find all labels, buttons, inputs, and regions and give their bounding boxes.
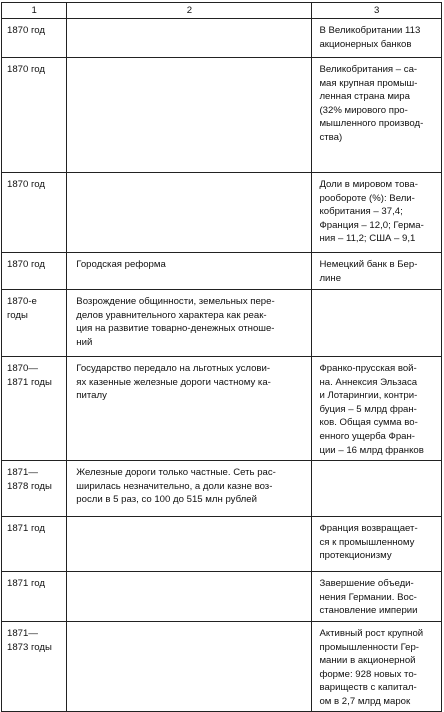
note-cell: [312, 58, 442, 173]
event-text: Возрождение общинности, земельных пере- делов уравнительного характера как реак- ция на развитие товарно-денежных отноше- ний: [76, 296, 275, 348]
note-text: Франция возвращает- ся к промышленному протекционизму: [319, 523, 418, 562]
event-cell: [67, 357, 312, 461]
history-table: [1, 2, 442, 712]
event-cell: [67, 19, 312, 58]
table-row: [2, 19, 442, 58]
note-cell: [312, 572, 442, 622]
table-row: [2, 253, 442, 290]
note-cell: [312, 357, 442, 461]
table-row: [2, 572, 442, 622]
year-text: 1870 год: [7, 25, 46, 36]
table-row: [2, 173, 442, 253]
year-cell: [2, 357, 67, 461]
table-row: [2, 58, 442, 173]
note-cell: [312, 253, 442, 290]
note-cell: [312, 622, 442, 712]
note-text: Великобритания – са- мая крупная промыш- ленная страна мира (32% мирового про- мышленного производ- ства): [319, 64, 424, 143]
year-text: 1871— 1873 годы: [7, 628, 52, 653]
note-text: Активный рост крупной промышленности Гер- мании в акционерной форме: 928 новых то- вариществ с капитал- ом в 2,7 млрд марок: [319, 628, 424, 707]
event-cell: [67, 572, 312, 622]
year-text: 1870 год: [7, 259, 46, 270]
year-text: 1871 год: [7, 523, 46, 534]
year-text: 1870 год: [7, 64, 46, 75]
note-cell: [312, 173, 442, 253]
year-cell: [2, 622, 67, 712]
year-cell: [2, 58, 67, 173]
column-header-3: 3: [312, 3, 442, 19]
note-cell: [312, 461, 442, 517]
note-cell: [312, 290, 442, 357]
event-text: Городская реформа: [76, 259, 166, 270]
year-text: 1871 год: [7, 578, 46, 589]
event-cell: [67, 622, 312, 712]
note-text: Доли в мировом това- рообороте (%): Вели- кобритания – 37,4; Франция – 12,0; Герма- ния – 11,2; США – 9,1: [319, 179, 424, 245]
year-cell: [2, 253, 67, 290]
event-cell: [67, 290, 312, 357]
year-cell: [2, 517, 67, 572]
column-header-2: 2: [67, 3, 312, 19]
year-cell: [2, 19, 67, 58]
year-cell: [2, 173, 67, 253]
note-text: Завершение объеди- нения Германии. Вос- становление империи: [319, 578, 418, 617]
table-row: [2, 622, 442, 712]
table-row: [2, 461, 442, 517]
note-text: В Великобритании 113 акционерных банков: [319, 25, 421, 50]
header-row: [2, 3, 442, 19]
year-text: 1871— 1878 годы: [7, 467, 52, 492]
year-cell: [2, 461, 67, 517]
year-text: 1870 год: [7, 179, 46, 190]
note-cell: [312, 517, 442, 572]
table-row: [2, 517, 442, 572]
event-cell: [67, 253, 312, 290]
event-cell: [67, 517, 312, 572]
table-row: [2, 357, 442, 461]
event-cell: [67, 173, 312, 253]
year-cell: [2, 290, 67, 357]
note-cell: [312, 19, 442, 58]
event-text: Государство передало на льготных услови- ях казенные железные дороги частному ка- питалу: [76, 363, 271, 402]
year-text: 1870— 1871 годы: [7, 363, 52, 388]
table-row: [2, 290, 442, 357]
column-header-1: 1: [2, 3, 67, 19]
event-text: Железные дороги только частные. Сеть рас- ширилась незначительно, а доли казне воз- росли в 5 раз, со 100 до 515 млн рублей: [76, 467, 276, 506]
note-text: Немецкий банк в Бер- лине: [319, 259, 418, 284]
year-cell: [2, 572, 67, 622]
year-text: 1870-е годы: [7, 296, 37, 321]
event-cell: [67, 58, 312, 173]
note-text: Франко-прусская вой- на. Аннексия Эльзаса и Лотарингии, контри- буция – 5 млрд фран- ков. Общая сумма во- енного ущерба Фран- ции – 16 млрд франков: [319, 363, 424, 456]
event-cell: [67, 461, 312, 517]
